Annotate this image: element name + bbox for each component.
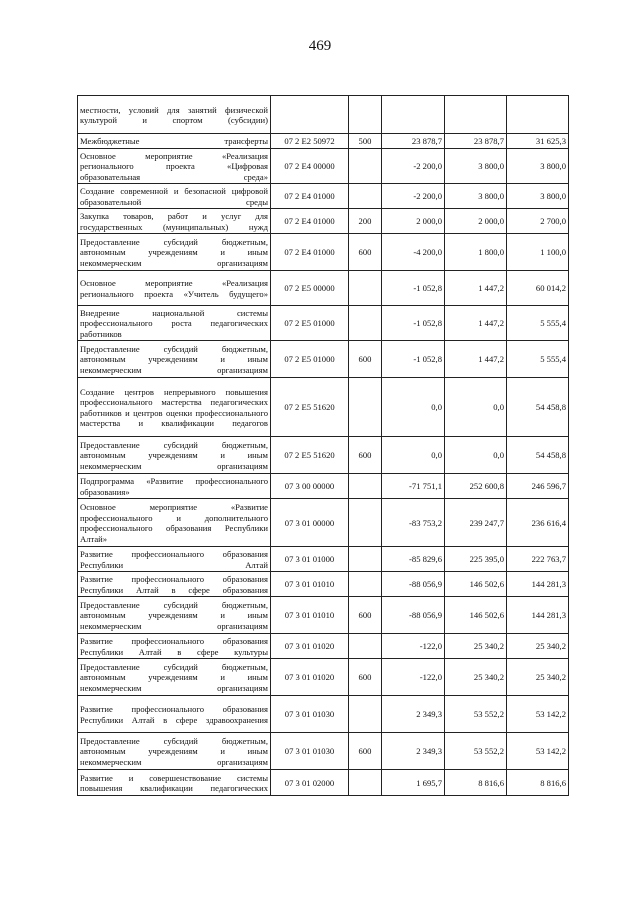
row-value-2-cell: 146 502,6 (445, 572, 507, 597)
row-value-3-cell: 5 555,4 (507, 306, 569, 341)
row-code-cell: 07 3 01 01030 (271, 733, 349, 770)
row-vr-cell (349, 474, 382, 499)
table-row (78, 597, 569, 634)
table-row (78, 733, 569, 770)
row-vr-cell: 600 (349, 597, 382, 634)
table-row (78, 306, 569, 341)
row-value-1-cell: -83 753,2 (382, 499, 445, 547)
row-code-cell: 07 2 E2 50972 (271, 134, 349, 149)
row-name-cell: Развитие профессионального образования Республики Алтай в сфере образования (78, 572, 271, 597)
row-vr-cell (349, 306, 382, 341)
row-value-3-cell: 246 596,7 (507, 474, 569, 499)
row-value-1-cell: -1 052,8 (382, 271, 445, 306)
row-vr-cell: 600 (349, 437, 382, 474)
row-code-cell: 07 3 01 01000 (271, 547, 349, 572)
row-value-1-cell: -122,0 (382, 634, 445, 659)
row-value-3-cell: 53 142,2 (507, 733, 569, 770)
row-value-2-cell: 1 447,2 (445, 271, 507, 306)
row-value-2-cell: 8 816,6 (445, 770, 507, 796)
table-row (78, 659, 569, 696)
row-name-cell: Основное мероприятие «Реализация регионального проекта «Учитель будущего» (78, 271, 271, 306)
row-value-3-cell: 3 800,0 (507, 149, 569, 184)
row-value-2-cell: 3 800,0 (445, 149, 507, 184)
row-name-cell: Предоставление субсидий бюджетным, автономным учреждениям и иным некоммерческим организациям (78, 234, 271, 271)
row-value-1-cell: 0,0 (382, 437, 445, 474)
table-row (78, 209, 569, 234)
row-vr-cell: 600 (349, 659, 382, 696)
table-row (78, 234, 569, 271)
row-value-1-cell: 0,0 (382, 378, 445, 437)
row-vr-cell: 200 (349, 209, 382, 234)
row-value-1-cell: -88 056,9 (382, 597, 445, 634)
row-value-2-cell: 25 340,2 (445, 634, 507, 659)
row-value-2-cell: 0,0 (445, 378, 507, 437)
table-row (78, 696, 569, 733)
row-value-3-cell: 60 014,2 (507, 271, 569, 306)
row-vr-cell (349, 149, 382, 184)
row-name-cell: Предоставление субсидий бюджетным, автономным учреждениям и иным некоммерческим организациям (78, 437, 271, 474)
row-code-cell: 07 2 E4 01000 (271, 184, 349, 209)
table-row (78, 378, 569, 437)
row-name-cell: Развитие и совершенствование системы повышения квалификации педагогических (78, 770, 271, 796)
row-value-3-cell: 1 100,0 (507, 234, 569, 271)
row-name-cell: Закупка товаров, работ и услуг для государственных (муниципальных) нужд (78, 209, 271, 234)
row-value-3-cell: 3 800,0 (507, 184, 569, 209)
row-value-3-cell: 31 625,3 (507, 134, 569, 149)
row-code-cell: 07 3 01 02000 (271, 770, 349, 796)
row-value-1-cell: -88 056,9 (382, 572, 445, 597)
row-name-cell: Развитие профессионального образования Республики Алтай в сфере здравоохранения (78, 696, 271, 733)
row-value-2-cell: 252 600,8 (445, 474, 507, 499)
row-vr-cell (349, 96, 382, 134)
row-value-1-cell: -122,0 (382, 659, 445, 696)
row-value-2-cell: 225 395,0 (445, 547, 507, 572)
row-value-2-cell: 1 800,0 (445, 234, 507, 271)
row-code-cell: 07 3 01 01020 (271, 659, 349, 696)
row-value-1-cell: -4 200,0 (382, 234, 445, 271)
row-name-cell: Межбюджетные трансферты (78, 134, 271, 149)
row-value-1-cell (382, 96, 445, 134)
row-vr-cell: 600 (349, 234, 382, 271)
row-name-cell: Подпрограмма «Развитие профессионального образования» (78, 474, 271, 499)
row-code-cell: 07 2 E4 00000 (271, 149, 349, 184)
row-name-cell: Предоставление субсидий бюджетным, автономным учреждениям и иным некоммерческим организациям (78, 733, 271, 770)
table-row (78, 341, 569, 378)
row-name-cell: Развитие профессионального образования Республики Алтай (78, 547, 271, 572)
row-code-cell: 07 2 E5 00000 (271, 271, 349, 306)
row-value-1-cell: 1 695,7 (382, 770, 445, 796)
table-row (78, 770, 569, 796)
row-value-2-cell: 239 247,7 (445, 499, 507, 547)
row-value-3-cell: 144 281,3 (507, 597, 569, 634)
row-vr-cell (349, 770, 382, 796)
row-vr-cell (349, 634, 382, 659)
table-row (78, 474, 569, 499)
row-value-2-cell: 1 447,2 (445, 306, 507, 341)
row-value-1-cell: -2 200,0 (382, 149, 445, 184)
row-value-2-cell: 146 502,6 (445, 597, 507, 634)
row-code-cell: 07 2 E4 01000 (271, 209, 349, 234)
row-code-cell: 07 3 01 01020 (271, 634, 349, 659)
table-row (78, 634, 569, 659)
row-name-cell: Предоставление субсидий бюджетным, автономным учреждениям и иным некоммерческим организациям (78, 597, 271, 634)
row-value-3-cell: 53 142,2 (507, 696, 569, 733)
table-row (78, 499, 569, 547)
row-value-3-cell: 54 458,8 (507, 437, 569, 474)
row-code-cell: 07 2 E4 01000 (271, 234, 349, 271)
row-name-cell: местности, условий для занятий физической культурой и спортом (субсидии) (78, 96, 271, 134)
row-vr-cell: 600 (349, 733, 382, 770)
row-value-1-cell: -85 829,6 (382, 547, 445, 572)
row-code-cell: 07 2 E5 01000 (271, 306, 349, 341)
row-vr-cell: 500 (349, 134, 382, 149)
row-value-2-cell: 2 000,0 (445, 209, 507, 234)
row-code-cell (271, 96, 349, 134)
row-name-cell: Создание центров непрерывного повышения профессионального мастерства педагогических работников и центров оценки профессионального мастерства и квалификации педагогов (78, 378, 271, 437)
row-value-3-cell: 25 340,2 (507, 634, 569, 659)
row-name-cell: Создание современной и безопасной цифровой образовательной среды (78, 184, 271, 209)
row-value-3-cell: 144 281,3 (507, 572, 569, 597)
row-vr-cell (349, 378, 382, 437)
table-row (78, 271, 569, 306)
row-code-cell: 07 3 01 01030 (271, 696, 349, 733)
row-value-1-cell: -71 751,1 (382, 474, 445, 499)
row-value-3-cell (507, 96, 569, 134)
row-value-2-cell: 53 552,2 (445, 733, 507, 770)
row-value-2-cell: 25 340,2 (445, 659, 507, 696)
row-code-cell: 07 3 01 00000 (271, 499, 349, 547)
row-value-1-cell: 2 000,0 (382, 209, 445, 234)
row-value-3-cell: 222 763,7 (507, 547, 569, 572)
row-value-1-cell: -1 052,8 (382, 306, 445, 341)
row-code-cell: 07 2 E5 01000 (271, 341, 349, 378)
row-value-1-cell: 23 878,7 (382, 134, 445, 149)
row-value-2-cell: 23 878,7 (445, 134, 507, 149)
row-code-cell: 07 3 01 01010 (271, 572, 349, 597)
row-value-3-cell: 8 816,6 (507, 770, 569, 796)
row-value-2-cell: 53 552,2 (445, 696, 507, 733)
row-value-3-cell: 54 458,8 (507, 378, 569, 437)
row-value-3-cell: 2 700,0 (507, 209, 569, 234)
row-value-1-cell: 2 349,3 (382, 696, 445, 733)
row-vr-cell (349, 572, 382, 597)
table-row (78, 134, 569, 149)
row-vr-cell (349, 271, 382, 306)
row-name-cell: Основное мероприятие «Реализация регионального проекта «Цифровая образовательная среда» (78, 149, 271, 184)
row-value-2-cell (445, 96, 507, 134)
row-name-cell: Предоставление субсидий бюджетным, автономным учреждениям и иным некоммерческим организациям (78, 341, 271, 378)
row-name-cell: Внедрение национальной системы профессионального роста педагогических работников (78, 306, 271, 341)
row-code-cell: 07 3 01 01010 (271, 597, 349, 634)
row-code-cell: 07 2 E5 51620 (271, 437, 349, 474)
table-row (78, 149, 569, 184)
row-vr-cell: 600 (349, 341, 382, 378)
page-number: 469 (308, 38, 332, 54)
row-value-3-cell: 236 616,4 (507, 499, 569, 547)
row-value-2-cell: 1 447,2 (445, 341, 507, 378)
table-row (78, 96, 569, 134)
row-vr-cell (349, 499, 382, 547)
row-name-cell: Основное мероприятие «Развитие профессионального и дополнительного профессионального образования Республики Алтай» (78, 499, 271, 547)
row-value-3-cell: 25 340,2 (507, 659, 569, 696)
table-row (78, 572, 569, 597)
row-value-1-cell: -1 052,8 (382, 341, 445, 378)
row-value-1-cell: -2 200,0 (382, 184, 445, 209)
row-vr-cell (349, 547, 382, 572)
row-value-2-cell: 0,0 (445, 437, 507, 474)
table-row (78, 184, 569, 209)
budget-table (77, 95, 569, 796)
row-value-1-cell: 2 349,3 (382, 733, 445, 770)
row-name-cell: Развитие профессионального образования Республики Алтай в сфере культуры (78, 634, 271, 659)
row-code-cell: 07 2 E5 51620 (271, 378, 349, 437)
row-vr-cell (349, 696, 382, 733)
table-row (78, 547, 569, 572)
row-value-3-cell: 5 555,4 (507, 341, 569, 378)
row-code-cell: 07 3 00 00000 (271, 474, 349, 499)
row-value-2-cell: 3 800,0 (445, 184, 507, 209)
budget-table-body (78, 96, 569, 796)
row-name-cell: Предоставление субсидий бюджетным, автономным учреждениям и иным некоммерческим организациям (78, 659, 271, 696)
row-vr-cell (349, 184, 382, 209)
table-row (78, 437, 569, 474)
